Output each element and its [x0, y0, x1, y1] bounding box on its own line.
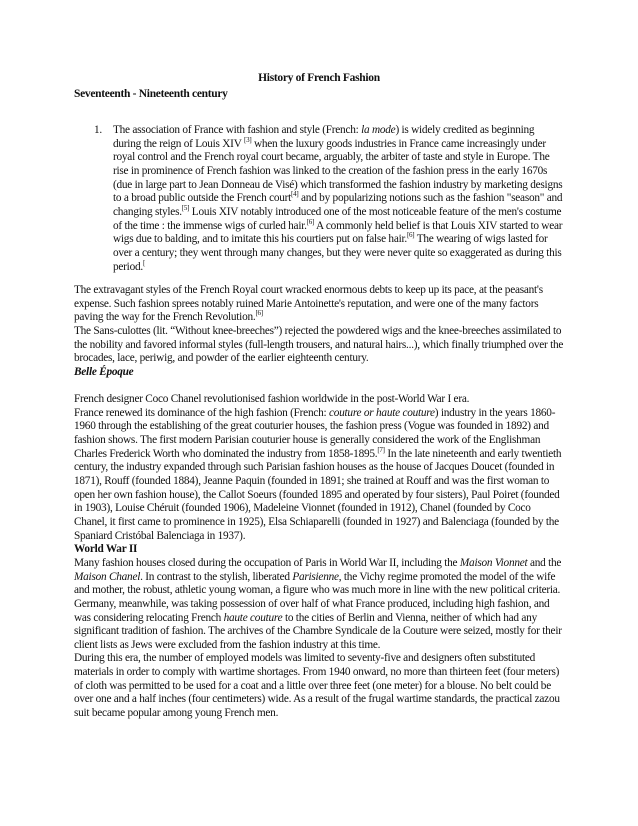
reference-mark: [7] — [377, 445, 385, 454]
section1-body — [74, 284, 566, 380]
reference-mark: [6] — [306, 217, 315, 226]
reference-mark: [6] — [255, 309, 263, 318]
section2-body — [74, 393, 566, 721]
italic-term: couture or haute couture — [328, 406, 435, 419]
text-run: , the Vichy regime promoted the model of the wife and mother, the robust, athletic young woman, a figure who was much more in line with the new political criteria. Germany, meanwhile, was taking possession of over half of what France produced, including high fashion, and was considering relocating French — [74, 570, 561, 624]
text-run: In the late nineteenth and early twentieth century, the industry expanded through such Parisian fashion houses as the house of Jacques Doucet (founded in 1871), Rouff (founded 1884), Jeanne Paquin (founded in 1891; she trained at Rouff and was the first woman to open her own fashion house), the Callot Soeurs (founded 1895 and operated by four sisters), Paul Poiret (founded in 1903), Louise Chéruit (founded 1906), Madeleine Vionnet (founded in 1912), Chanel (founded by Coco Chanel, it first came to prominence in 1925), Elsa Schiaparelli (founded in 1927) and Balenciaga (founded by the Spaniard Cristóbal Balenciaga in 1937). — [74, 447, 562, 542]
paragraph-sans-culottes: The Sans-culottes (lit. “Without knee-breeches”) rejected the powdered wigs and the knee-breeches assimilated to the nobility and favored informal styles (full-length trousers, and natural hairs...), which finally triumphed over the brocades, lace, periwig, and powder of the earlier eighteenth century. — [74, 324, 564, 365]
section-heading-seventeenth-nineteenth: Seventeenth - Nineteenth century — [74, 88, 228, 100]
italic-term: haute couture — [223, 611, 283, 624]
text-run: ) is widely credited as beginning during the reign of Louis XIV — [113, 124, 535, 150]
document-title: History of French Fashion — [258, 72, 380, 84]
text-run: when the luxury goods industries in France came increasingly under royal control and the French royal court became, arguably, the arbiter of taste and style in Europe. The rise in prominence of French fashion was linked to the creation of the fashion press in the early 1670s (due in large part to Jean Donneau de Visé) which transformed the fashion industry by marketing designs to a broad public outside the French court — [113, 137, 563, 205]
paragraph-royal-court — [74, 284, 566, 325]
text-run: Many fashion houses closed during the occupation of Paris in World War II, including the — [74, 556, 460, 569]
text-run: . In contrast to the stylish, liberated — [140, 570, 293, 583]
italic-term: la mode — [361, 124, 396, 136]
italic-term: Maison Vionnet — [459, 556, 528, 569]
reference-mark: [3] — [243, 135, 252, 144]
text-run: The wearing of wigs lasted for over a century; they went through many changes, but they were never quite so exaggerated as during this period. — [113, 233, 562, 273]
text-run: and the — [527, 556, 562, 569]
reference-mark: [6] — [406, 231, 415, 240]
text-run: and by popularizing notions such as the fashion "season" and changing styles. — [113, 192, 563, 218]
italic-term: Maison Chanel — [74, 570, 141, 583]
text-run: A commonly held belief is that Louis XIV started to wear wigs due to balding, and to imitate this his courtiers put on false hair. — [113, 219, 563, 246]
paragraph-high-fashion — [74, 407, 566, 544]
text-run: ) industry in the years 1860-1960 through the establishing of the great couturier houses, the fashion press (Vogue was founded in 1892) and fashion shows. The first modern Parisian couturier house is generally considered the work of the Englishman Charles Frederick Worth who dominated the industry from 1858-1895. — [74, 406, 556, 460]
text-run: to the cities of Berlin and Vienna, neither of which had any significant tradition of fashion. The archives of the Chambre Syndicale de la Couture were seized, mostly for their client lists as Jews were excluded from the fashion industry at this time. — [74, 611, 562, 651]
reference-mark: [ — [142, 258, 146, 267]
text-run: The association of France with fashion and style (French: — [113, 124, 362, 136]
reference-mark: [4] — [291, 190, 299, 199]
list-number: 1. — [94, 124, 102, 136]
paragraph-wartime-shortages: During this era, the number of employed models was limited to seventy-five and designers often substituted materials in order to comply with wartime shortages. From 1940 onward, no more than thirteen feet (four meters) of cloth was permitted to be used for a coat and a little over three feet (one meter) for a blouse. No belt could be over one and a half inches (four centimeters) wide. As a result of the frugal wartime standards, the practical zazou suit became popular among young French men. — [74, 652, 560, 720]
text-run: The extravagant styles of the French Royal court wracked enormous debts to keep up its pace, at the peasant's expense. Such fashion sprees notably ruined Marie Antoinette's reputation, and were one of the many factors paving the way for the French Revolution. — [74, 284, 543, 324]
italic-term: Parisienne — [292, 570, 339, 583]
numbered-list — [95, 124, 563, 274]
paragraph-coco-chanel: French designer Coco Chanel revolutionised fashion worldwide in the post-World War I era. — [74, 393, 470, 405]
section-heading-belle-epoque: Belle Époque — [74, 365, 134, 378]
paragraph-occupation — [74, 557, 566, 653]
section-heading-world-war-ii: World War II — [74, 543, 138, 556]
text-run: France renewed its dominance of the high fashion (French: — [74, 406, 329, 419]
list-item — [113, 124, 563, 274]
text-run: Louis XIV notably introduced one of the most noticeable feature of the men's costume of the time : the immense wigs of curled hair. — [113, 205, 562, 232]
reference-mark: [5] — [181, 204, 190, 213]
